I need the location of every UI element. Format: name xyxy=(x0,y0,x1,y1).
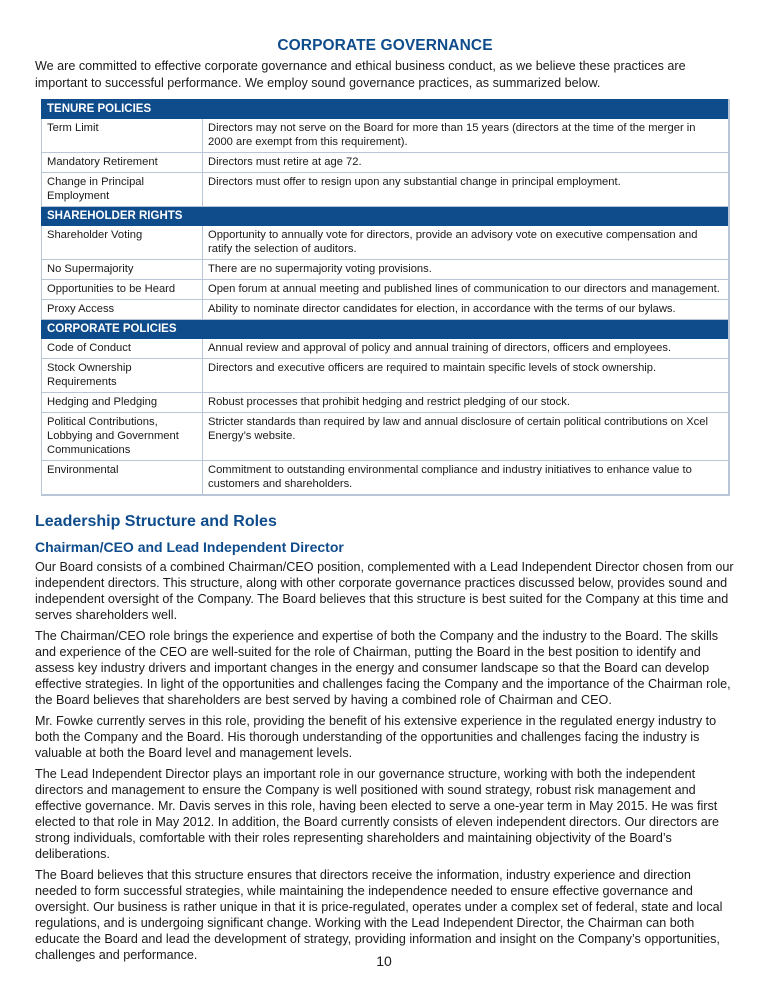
body-paragraph: The Lead Independent Director plays an important role in our governance structure, working with both the independent directors and management to ensure the Company is well positioned with sound strategy, robust risk management and effective governance. Mr. Davis serves in this role, having been elected to serve a one-year term in May 2015. He was first elected to that role in May 2012. In addition, the Board currently consists of eleven independent directors. Our directors are strong individuals, comfortable with their roles representing shareholders and maintaining objectivity of the Board’s deliberations. xyxy=(35,767,719,861)
row-label: Environmental xyxy=(42,461,203,496)
row-value: Commitment to outstanding environmental compliance and industry initiatives to enhance value to customers and shareholders. xyxy=(203,461,730,496)
row-value: Ability to nominate director candidates for election, in accordance with the terms of our bylaws. xyxy=(203,300,730,320)
row-value: Opportunity to annually vote for directors, provide an advisory vote on executive compensation and ratify the selection of auditors. xyxy=(203,226,730,260)
intro-paragraph: We are committed to effective corporate governance and ethical business conduct, as we believe these practices are important to successful performance. We employ sound governance practices, as summarized below. xyxy=(35,59,686,90)
table-row xyxy=(42,119,730,153)
row-label: Hedging and Pledging xyxy=(42,393,203,413)
row-value: Open forum at annual meeting and published lines of communication to our directors and management. xyxy=(203,280,730,300)
section-header-shareholder-rights: SHAREHOLDER RIGHTS xyxy=(42,207,730,226)
leadership-heading: Leadership Structure and Roles xyxy=(35,513,277,530)
row-value: Directors must offer to resign upon any substantial change in principal employment. xyxy=(203,173,730,207)
document-page xyxy=(35,0,735,963)
row-label: Opportunities to be Heard xyxy=(42,280,203,300)
leadership-subheading: Chairman/CEO and Lead Independent Director xyxy=(35,539,344,555)
table-row xyxy=(42,461,730,496)
table-row xyxy=(42,413,730,461)
section-header-tenure-policies: TENURE POLICIES xyxy=(42,100,730,119)
body-paragraph: The Chairman/CEO role brings the experience and expertise of both the Company and the industry to the Board. The skills and experience of the CEO are well-suited for the role of Chairman, putting the Board in the best position to identify and assess key industry drivers and important changes in the energy and consumer landscape so that the Board can develop effective strategies. In light of the opportunities and challenges facing the Company and the importance of the Chairman role, the Board believes that shareholders are best served by having a combined role of Chairman and CEO. xyxy=(35,629,731,707)
row-label: Political Contributions, Lobbying and Government Communications xyxy=(42,413,203,461)
body-paragraph: Mr. Fowke currently serves in this role, providing the benefit of his extensive experience in the regulated energy industry to both the Company and the Board. His thorough understanding of the opportunities and challenges facing the industry is valuable at both the Board level and management levels. xyxy=(35,714,717,760)
row-label: Code of Conduct xyxy=(42,339,203,359)
section-header-corporate-policies: CORPORATE POLICIES xyxy=(42,320,730,339)
body-paragraph: Our Board consists of a combined Chairman/CEO position, complemented with a Lead Independent Director chosen from our independent directors. This structure, along with other corporate governance practices discussed below, provides sound and independent oversight of the Company. The Board believes that this structure is best suited for the Company at this time and serves shareholders well. xyxy=(35,560,734,622)
table-row xyxy=(42,260,730,280)
body-paragraph: The Board believes that this structure ensures that directors receive the information, industry experience and direction needed to form successful strategies, while maintaining the independence needed to ensure effective governance and oversight. Our business is rather unique in that it is price-regulated, operates under a complex set of federal, state and local regulations, and is undergoing significant change. Working with the Lead Independent Director, the Chairman can both educate the Board and lead the development of strategy, providing information and insight on the Company’s opportunities, challenges and performance. xyxy=(35,868,723,962)
row-value: Robust processes that prohibit hedging and restrict pledging of our stock. xyxy=(203,393,730,413)
governance-table xyxy=(41,99,730,496)
row-label: Mandatory Retirement xyxy=(42,153,203,173)
table-section-header xyxy=(42,100,730,119)
table-row xyxy=(42,339,730,359)
page-title: CORPORATE GOVERNANCE xyxy=(277,37,493,54)
table-section-header xyxy=(42,320,730,339)
row-label: Shareholder Voting xyxy=(42,226,203,260)
row-label: No Supermajority xyxy=(42,260,203,280)
table-row xyxy=(42,226,730,260)
table-row xyxy=(42,300,730,320)
row-value: Directors may not serve on the Board for more than 15 years (directors at the time of the merger in 2000 are exempt from this requirement). xyxy=(203,119,730,153)
row-value: There are no supermajority voting provisions. xyxy=(203,260,730,280)
row-label: Stock Ownership Requirements xyxy=(42,359,203,393)
page-number: 10 xyxy=(376,953,392,969)
row-value: Directors must retire at age 72. xyxy=(203,153,730,173)
table-row xyxy=(42,393,730,413)
table-row xyxy=(42,153,730,173)
row-value: Directors and executive officers are required to maintain specific levels of stock ownership. xyxy=(203,359,730,393)
row-label: Term Limit xyxy=(42,119,203,153)
row-value: Stricter standards than required by law and annual disclosure of certain political contributions on Xcel Energy’s website. xyxy=(203,413,730,461)
table-row xyxy=(42,359,730,393)
row-label: Change in Principal Employment xyxy=(42,173,203,207)
row-label: Proxy Access xyxy=(42,300,203,320)
row-value: Annual review and approval of policy and annual training of directors, officers and employees. xyxy=(203,339,730,359)
table-section-header xyxy=(42,207,730,226)
table-row xyxy=(42,173,730,207)
table-row xyxy=(42,280,730,300)
